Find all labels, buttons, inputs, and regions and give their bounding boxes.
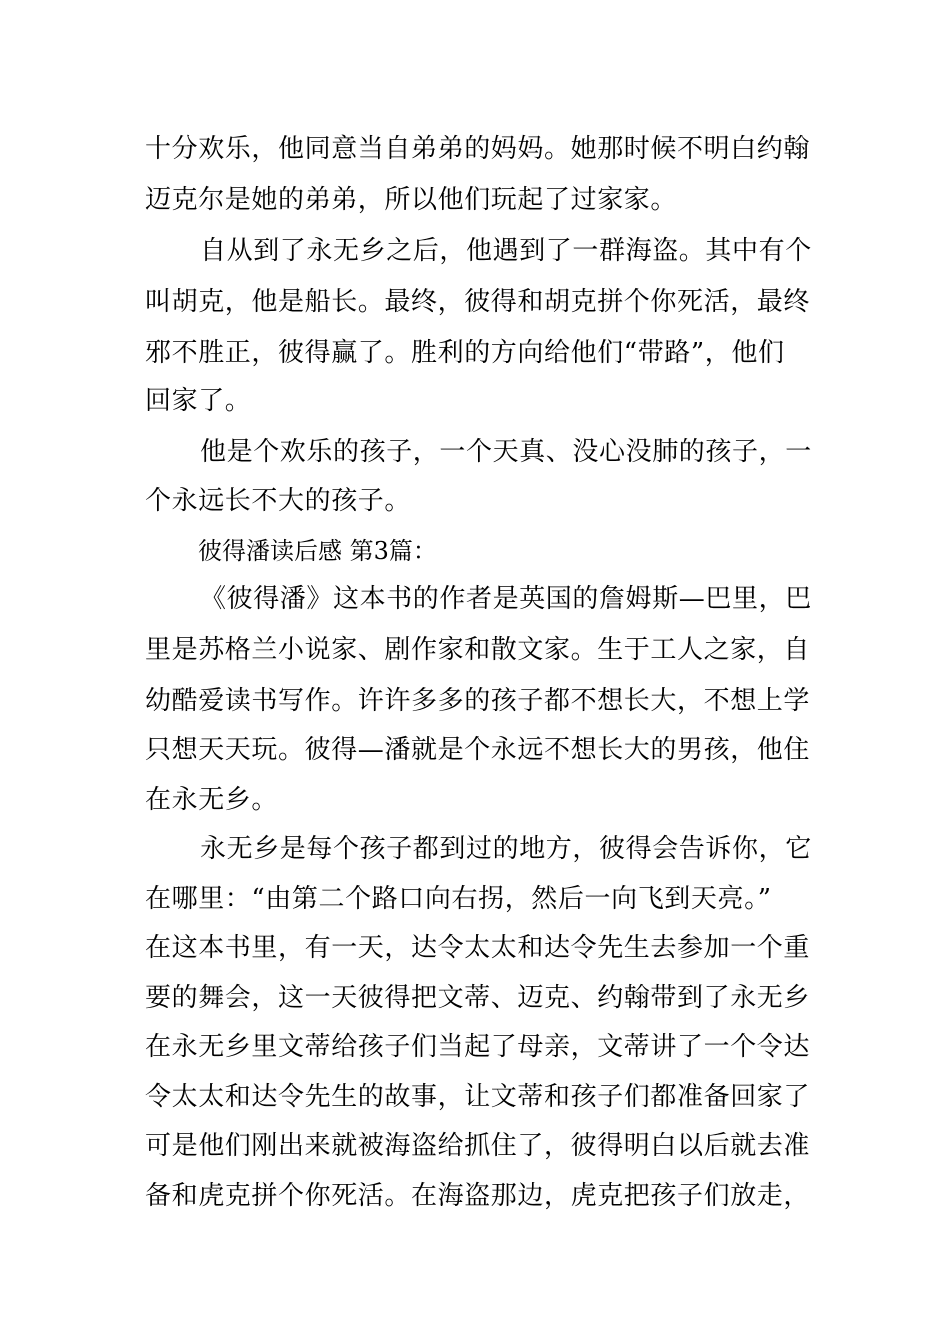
text-line: 在永无乡里文蒂给孩子们当起了母亲，文蒂讲了一个令达: [145, 1032, 811, 1062]
text-line: 在永无乡。: [145, 785, 279, 815]
text-line: 备和虎克拼个你死活。在海盗那边，虎克把孩子们放走，: [145, 1181, 811, 1211]
paragraph-start-line: 永无乡是每个孩子都到过的地方，彼得会告诉你，它: [200, 834, 812, 864]
paragraph-start-line: 《彼得潘》这本书的作者是英国的詹姆斯—巴里，巴: [200, 584, 812, 614]
paragraph-start-line: 他是个欢乐的孩子，一个天真、没心没肺的孩子，一: [200, 437, 812, 467]
text-line: 叫胡克，他是船长。最终，彼得和胡克拼个你死活，最终: [145, 287, 811, 317]
text-line: 令太太和达令先生的故事，让文蒂和孩子们都准备回家了: [145, 1082, 811, 1112]
text-line: 可是他们刚出来就被海盗给抓住了，彼得明白以后就去准: [145, 1131, 811, 1161]
text-line: 邪不胜正，彼得赢了。胜利的方向给他们“带路”，他们: [145, 338, 785, 368]
text-line: 十分欢乐，他同意当自弟弟的妈妈。她那时候不明白约翰: [145, 134, 811, 164]
text-line: 里是苏格兰小说家、剧作家和散文家。生于工人之家，自: [145, 635, 811, 665]
text-line: 在哪里：“由第二个路口向右拐，然后一向飞到天亮。”: [145, 884, 772, 914]
paragraph-start-line: 自从到了永无乡之后，他遇到了一群海盗。其中有个: [200, 236, 812, 266]
section-heading: 彼得潘读后感 第3篇：: [198, 537, 437, 565]
text-line: 在这本书里，有一天，达令太太和达令先生去参加一个重: [145, 933, 811, 963]
text-line: 只想天天玩。彼得—潘就是个永远不想长大的男孩，他住: [145, 735, 811, 765]
text-line: 回家了。: [145, 386, 252, 416]
text-line: 个永远长不大的孩子。: [145, 486, 412, 516]
text-line: 要的舞会，这一天彼得把文蒂、迈克、约翰带到了永无乡: [145, 983, 811, 1013]
text-line: 迈克尔是她的弟弟，所以他们玩起了过家家。: [145, 185, 678, 215]
text-line: 幼酷爱读书写作。许许多多的孩子都不想长大，不想上学: [145, 686, 811, 716]
